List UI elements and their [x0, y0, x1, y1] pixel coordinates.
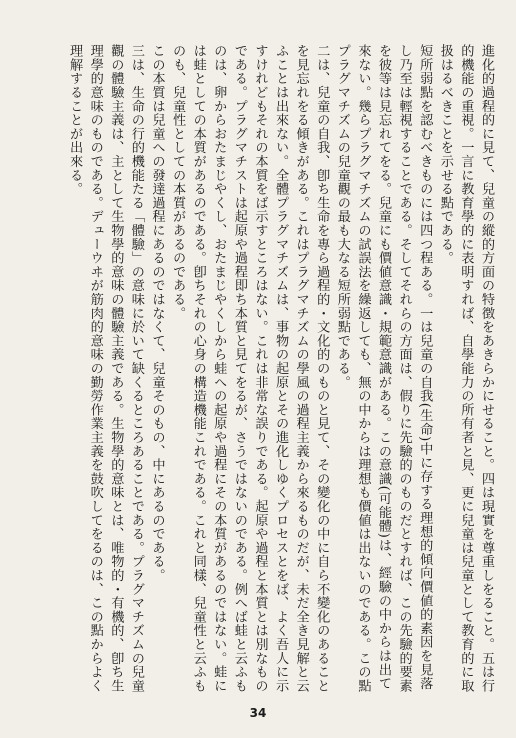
paragraph-2: 短所弱點を認むべきものには四つ程ある。一は兒童の自我(生命)中に存する理想的傾向價値的素因を見落し乃至は輕視することである。そしてそれらの方面は、假りに先驗的のものだとすれば、この先驗的要素を彼等は見忘れてをる。兒童にも價値意識・規範意識がある。この意識(可能體)は、經驗の中からは出て來ない。幾らプラグマチズムの試誤法を繰返しても、無の中からは理想も價値は出ないのである。この點プラグマチズムの兒童觀の最も大なる短所弱點である。: [334, 44, 433, 693]
paragraph-3: 二は、兒童の自我、卽ち生命を專ら過程的・文化的のものと見て、その變化の中に自ら不變化のあることを見忘れをる傾きがある。これはプラグマチズムの學風の過程主義から來るものだが、未だ全き見解と云ふことは出來ない。全體プラグマチズムは、事物の起原とその進化しゆくプロセスとをば、よく吾人に示すけれどもそれの本質をば示すところはない。これは非常な誤りである。起原や過程と本質とは別なものである。プラグマチストは起原や過程即ち本質と見てをるが、さうではないのである。例へば蛙と云ふものは、卵からおたまじやくし、おたまじやくしから蛙への起原や過程にその本質があるのではない。蛙には蛙としての本質があるのである。卽ちそれの心身の構造機能これである。これと同樣、兒童性と云ふものも、兒童性としての本質があるのである。: [170, 44, 330, 693]
paragraph-4: この本質は兒童への發達過程にあるのではなくて、兒童そのもの、中にあるのである。: [149, 44, 165, 583]
vertical-text-body: [28, 44, 496, 694]
paragraph-5: 三は、生命の行的機能たる「體驗」の意味に於いて缺くるところあることである。プラグマチズムの兒童觀の體驗主義は、主として生物學的意味の體驗主義である。生物學的意味とは、唯物的・有機的、卽ち生理學的意味のものである。デューウヰが筋肉的意味の勤勞作業主義を鼓吹してをるのは、この點からよく理解することが出來る。: [67, 44, 144, 693]
page-number: 34: [249, 706, 267, 720]
paragraph-1: 進化的過程的に見て、兒童の縱的方面の特徴をあきらかにせること。四は現實を尊重しをること。五は行的機能の重視。一言に教育學的に表明すれば、自學能力の所有者と見、更に兒童は兒童として教育的に取扱はるべきことを示せる點である。: [437, 44, 494, 693]
